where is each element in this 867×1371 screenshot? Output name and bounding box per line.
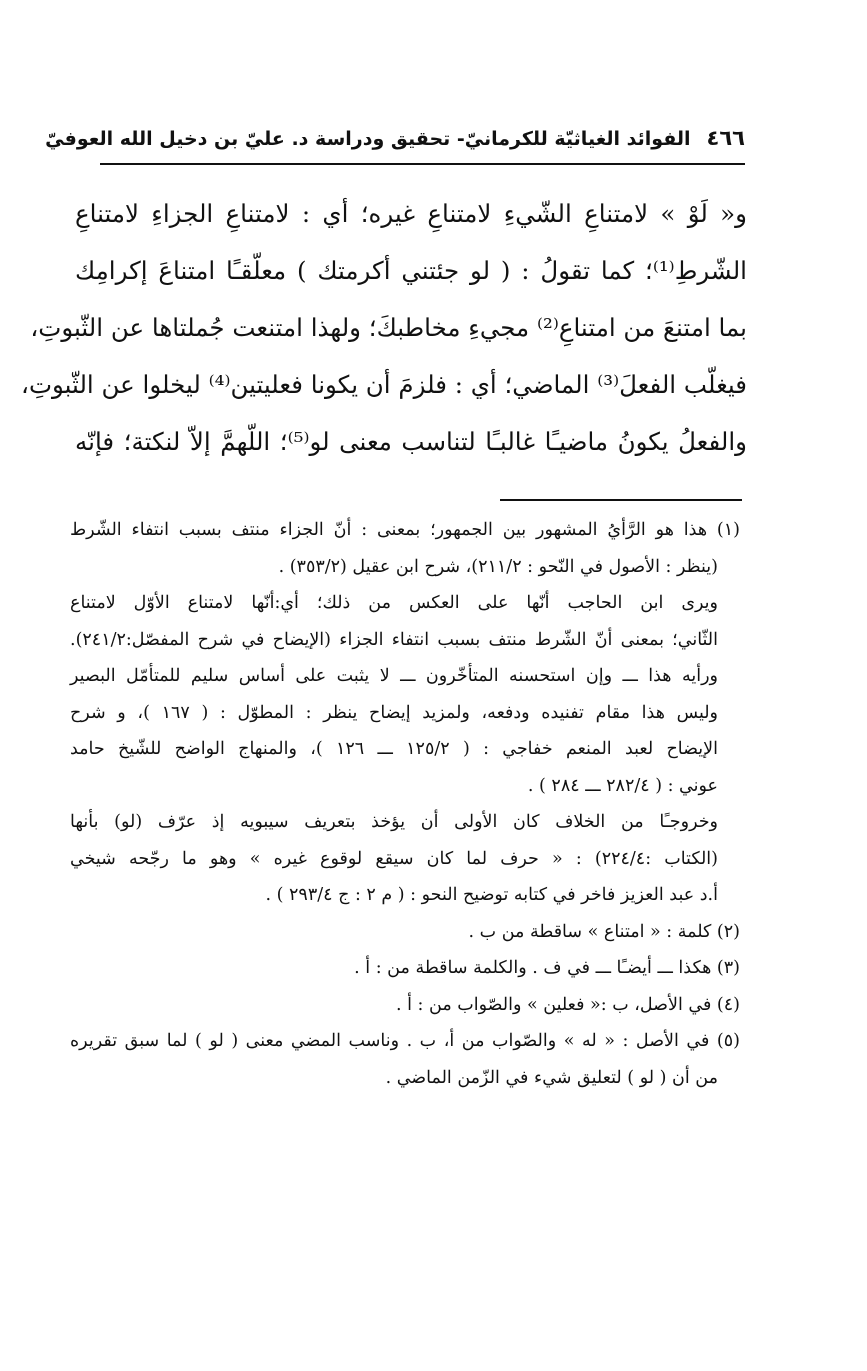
- main-text-line: والفعلُ يكونُ ماضيـًا غالبـًا لتناسب معنى لو⁽⁵⁾؛ اللّهمَّ إلاّ لنكتة؛ فإنّه: [75, 427, 747, 456]
- footnote-line: وخروجـًا من الخلاف كان الأولى أن يؤخذ بتعريف سيبويه إذ عرّف (لو) بأنها: [70, 812, 718, 832]
- main-text: [21, 185, 747, 470]
- main-text-line: و« لَوْ » لامتناعِ الشّيءِ لامتناعِ غيره؛ أي : لامتناعِ الجزاءِ لامتناعِ: [75, 199, 747, 228]
- footnote-line: (٤) في الأصل، ب :« فعلين » والصّواب من : أ .: [395, 994, 740, 1015]
- page-number: ٤٦٦: [706, 126, 745, 150]
- running-title: الفوائد الغياثيّة للكرمانيّ- تحقيق ودراسة د. عليّ بن دخيل الله العوفيّ: [45, 128, 691, 150]
- footnote-line: (٢) كلمة : « امتناع » ساقطة من ب .: [468, 921, 740, 942]
- footnote-line: (١) هذا هو الرَّأيُ المشهور بين الجمهور؛ بمعنى : أنّ الجزاء منتف بسبب انتفاء الشّرط: [70, 520, 740, 540]
- footnote-line: الثّاني؛ بمعنى أنّ الشّرط منتف بسبب انتفاء الجزاء (الإيضاح في شرح المفصّل:٢٤١/٢).: [70, 629, 718, 650]
- footnote-line: (ينظر : الأصول في النّحو : ٢١١/٢)، شرح ابن عقيل (٣٥٣/٢) .: [278, 556, 718, 577]
- footnote-line: أ.د عبد العزيز فاخر في كتابه توضيح النحو : ( م ٢ : ج ٢٩٣/٤ ) .: [265, 885, 718, 905]
- main-text-line: بما امتنعَ من امتناعِ⁽²⁾ مجيءِ مخاطبكَ؛ ولهذا امتنعت جُملتاها عن الثّبوتِ،: [30, 313, 747, 342]
- main-text-line: فيغلّب الفعلَ⁽³⁾ الماضي؛ أي : فلزمَ أن يكونا فعليتين⁽⁴⁾ ليخلوا عن الثّبوتِ،: [21, 370, 747, 399]
- footnote-line: وليس هذا مقام تفنيده ودفعه، ولمزيد إيضاح ينظر : المطوّل : ( ١٦٧ )، و شرح: [70, 702, 719, 723]
- footnote-line: ويرى ابن الحاجب أنّها على العكس من ذلك؛ أي:أنّها لامتناع الأوّل لامتناع: [70, 593, 718, 613]
- footnote-line: ورأيه هذا ـــ وإن استحسنه المتأخّرون ـــ لا يثبت على أساس سليم للمتأمّل البصير: [70, 666, 718, 686]
- footnote-separator: [500, 499, 742, 501]
- header-rule: [100, 163, 745, 165]
- footnote-line: (٥) في الأصل : « له » والصّواب من أ، ب . وناسب المضي معنى ( لو ) لما سبق تقريره: [70, 1031, 740, 1051]
- main-text-line: الشّرطِ⁽¹⁾؛ كما تقولُ : ( لو جئتني أكرمتك ) معلّقـًا امتناعَ إكرامِك: [75, 256, 747, 285]
- footnote-line: عوني : ( ٢٨٢/٤ ـــ ٢٨٤ ) .: [527, 775, 718, 796]
- footnote-line: (الكتاب :٢٢٤/٤) : « حرف لما كان سيقع لوقوع غيره » وهو ما رجّحه شيخي: [70, 848, 718, 869]
- footnotes: [70, 512, 740, 1096]
- footnote-line: الإيضاح لعبد المنعم خفاجي : ( ١٢٥/٢ ـــ ١٢٦ )، والمنهاج الواضح للشّيخ حامد: [70, 739, 718, 759]
- footnote-line: (٣) هكذا ـــ أيضـًا ـــ في ف . والكلمة ساقطة من : أ .: [354, 958, 740, 978]
- running-header: [45, 126, 745, 150]
- footnote-line: من أن ( لو ) لتعليق شيء في الزّمن الماضي .: [385, 1067, 718, 1088]
